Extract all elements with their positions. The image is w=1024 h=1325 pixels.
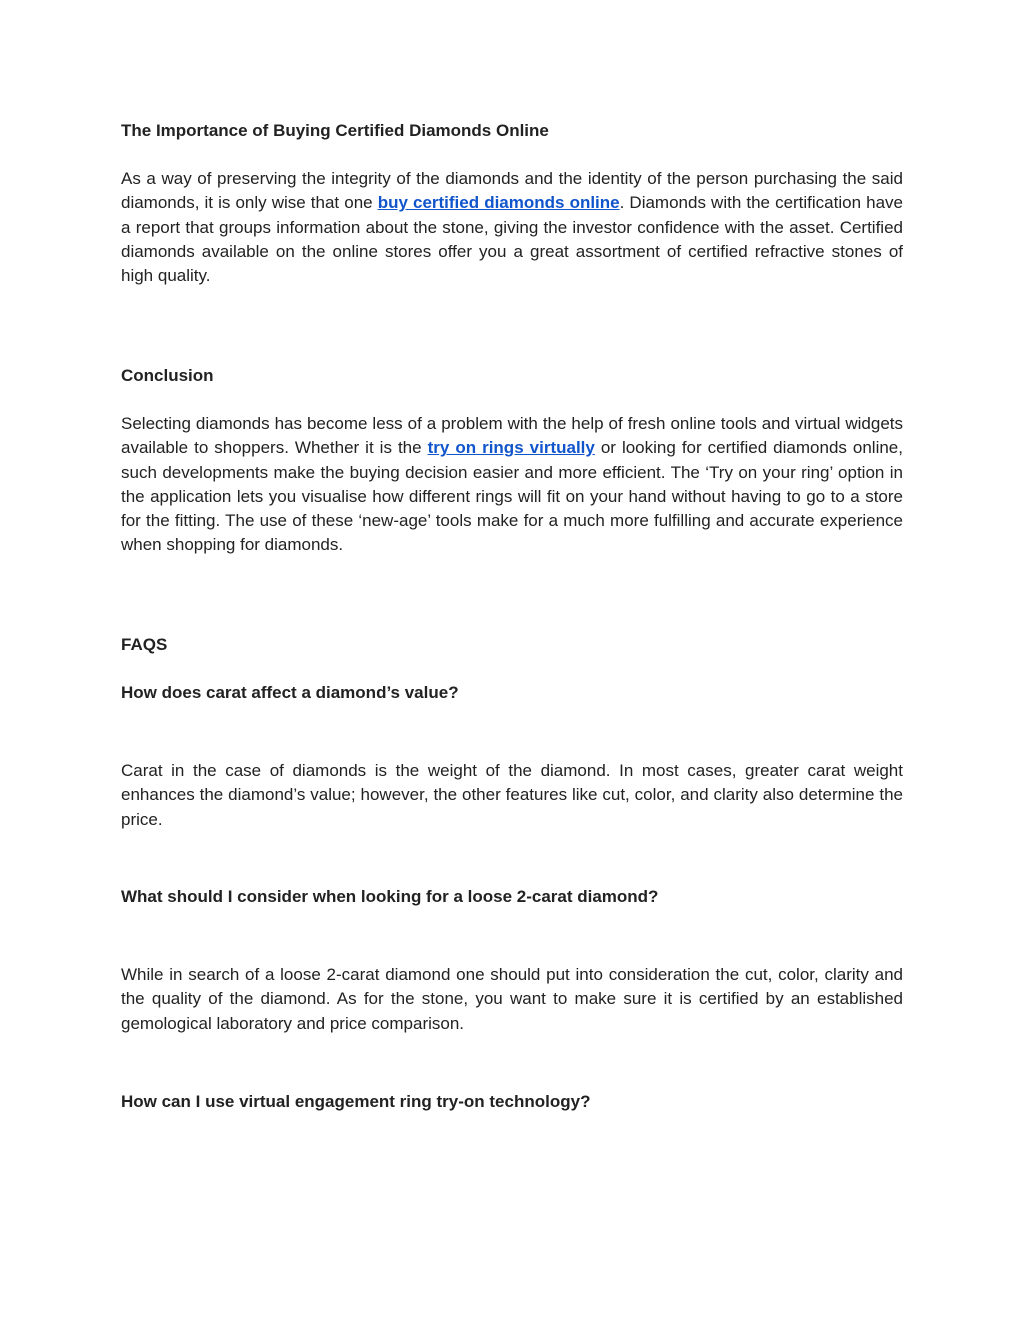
paragraph-text: . Diamonds with the certification have a report that groups information about the stone, giving the investor confidence with the asset. Certified diamonds available on the online stores offer you a great assortment of certified refractive stones of high quality. [121,193,903,286]
paragraph-text: Selecting diamonds has become less of a problem with the help of fresh online tools and virtual widgets available to shoppers. Whether it is the [121,414,903,458]
faq-question-carat: How does carat affect a diamond’s value? [121,683,459,702]
faq-question-virtual-try-on: How can I use virtual engagement ring try-on technology? [121,1092,591,1111]
paragraph-text: or looking for certified diamonds online, such developments make the buying decision easier and more efficient. The ‘Try on your ring’ option in the application lets you visualise how different rings will fit on your hand without having to go to a store for the fitting. The use of these ‘new-age’ tools make for a much more fulfilling and accurate experience when shopping for diamonds. [121,438,903,555]
section-heading-conclusion: Conclusion [121,366,214,385]
faqs-heading: FAQS [121,635,168,654]
section-heading-certified: The Importance of Buying Certified Diamonds Online [121,121,549,140]
faq-question-two-carat: What should I consider when looking for a loose 2-carat diamond? [121,887,659,906]
faq-answer-carat: Carat in the case of diamonds is the weight of the diamond. In most cases, greater carat weight enhances the diamond’s value; however, the other features like cut, color, and clarity also determine the price. [121,761,903,829]
section-paragraph-conclusion [121,412,903,558]
paragraph-text: As a way of preserving the integrity of the diamonds and the identity of the person purchasing the said diamonds, it is only wise that one [121,169,903,213]
try-on-rings-link[interactable]: try on rings virtually [427,438,595,458]
buy-certified-diamonds-link[interactable]: buy certified diamonds online [377,193,620,213]
faq-answer-two-carat: While in search of a loose 2-carat diamond one should put into consideration the cut, color, clarity and the quality of the diamond. As for the stone, you want to make sure it is certified by an established gemological laboratory and price comparison. [121,965,903,1033]
section-paragraph-certified [121,167,903,288]
